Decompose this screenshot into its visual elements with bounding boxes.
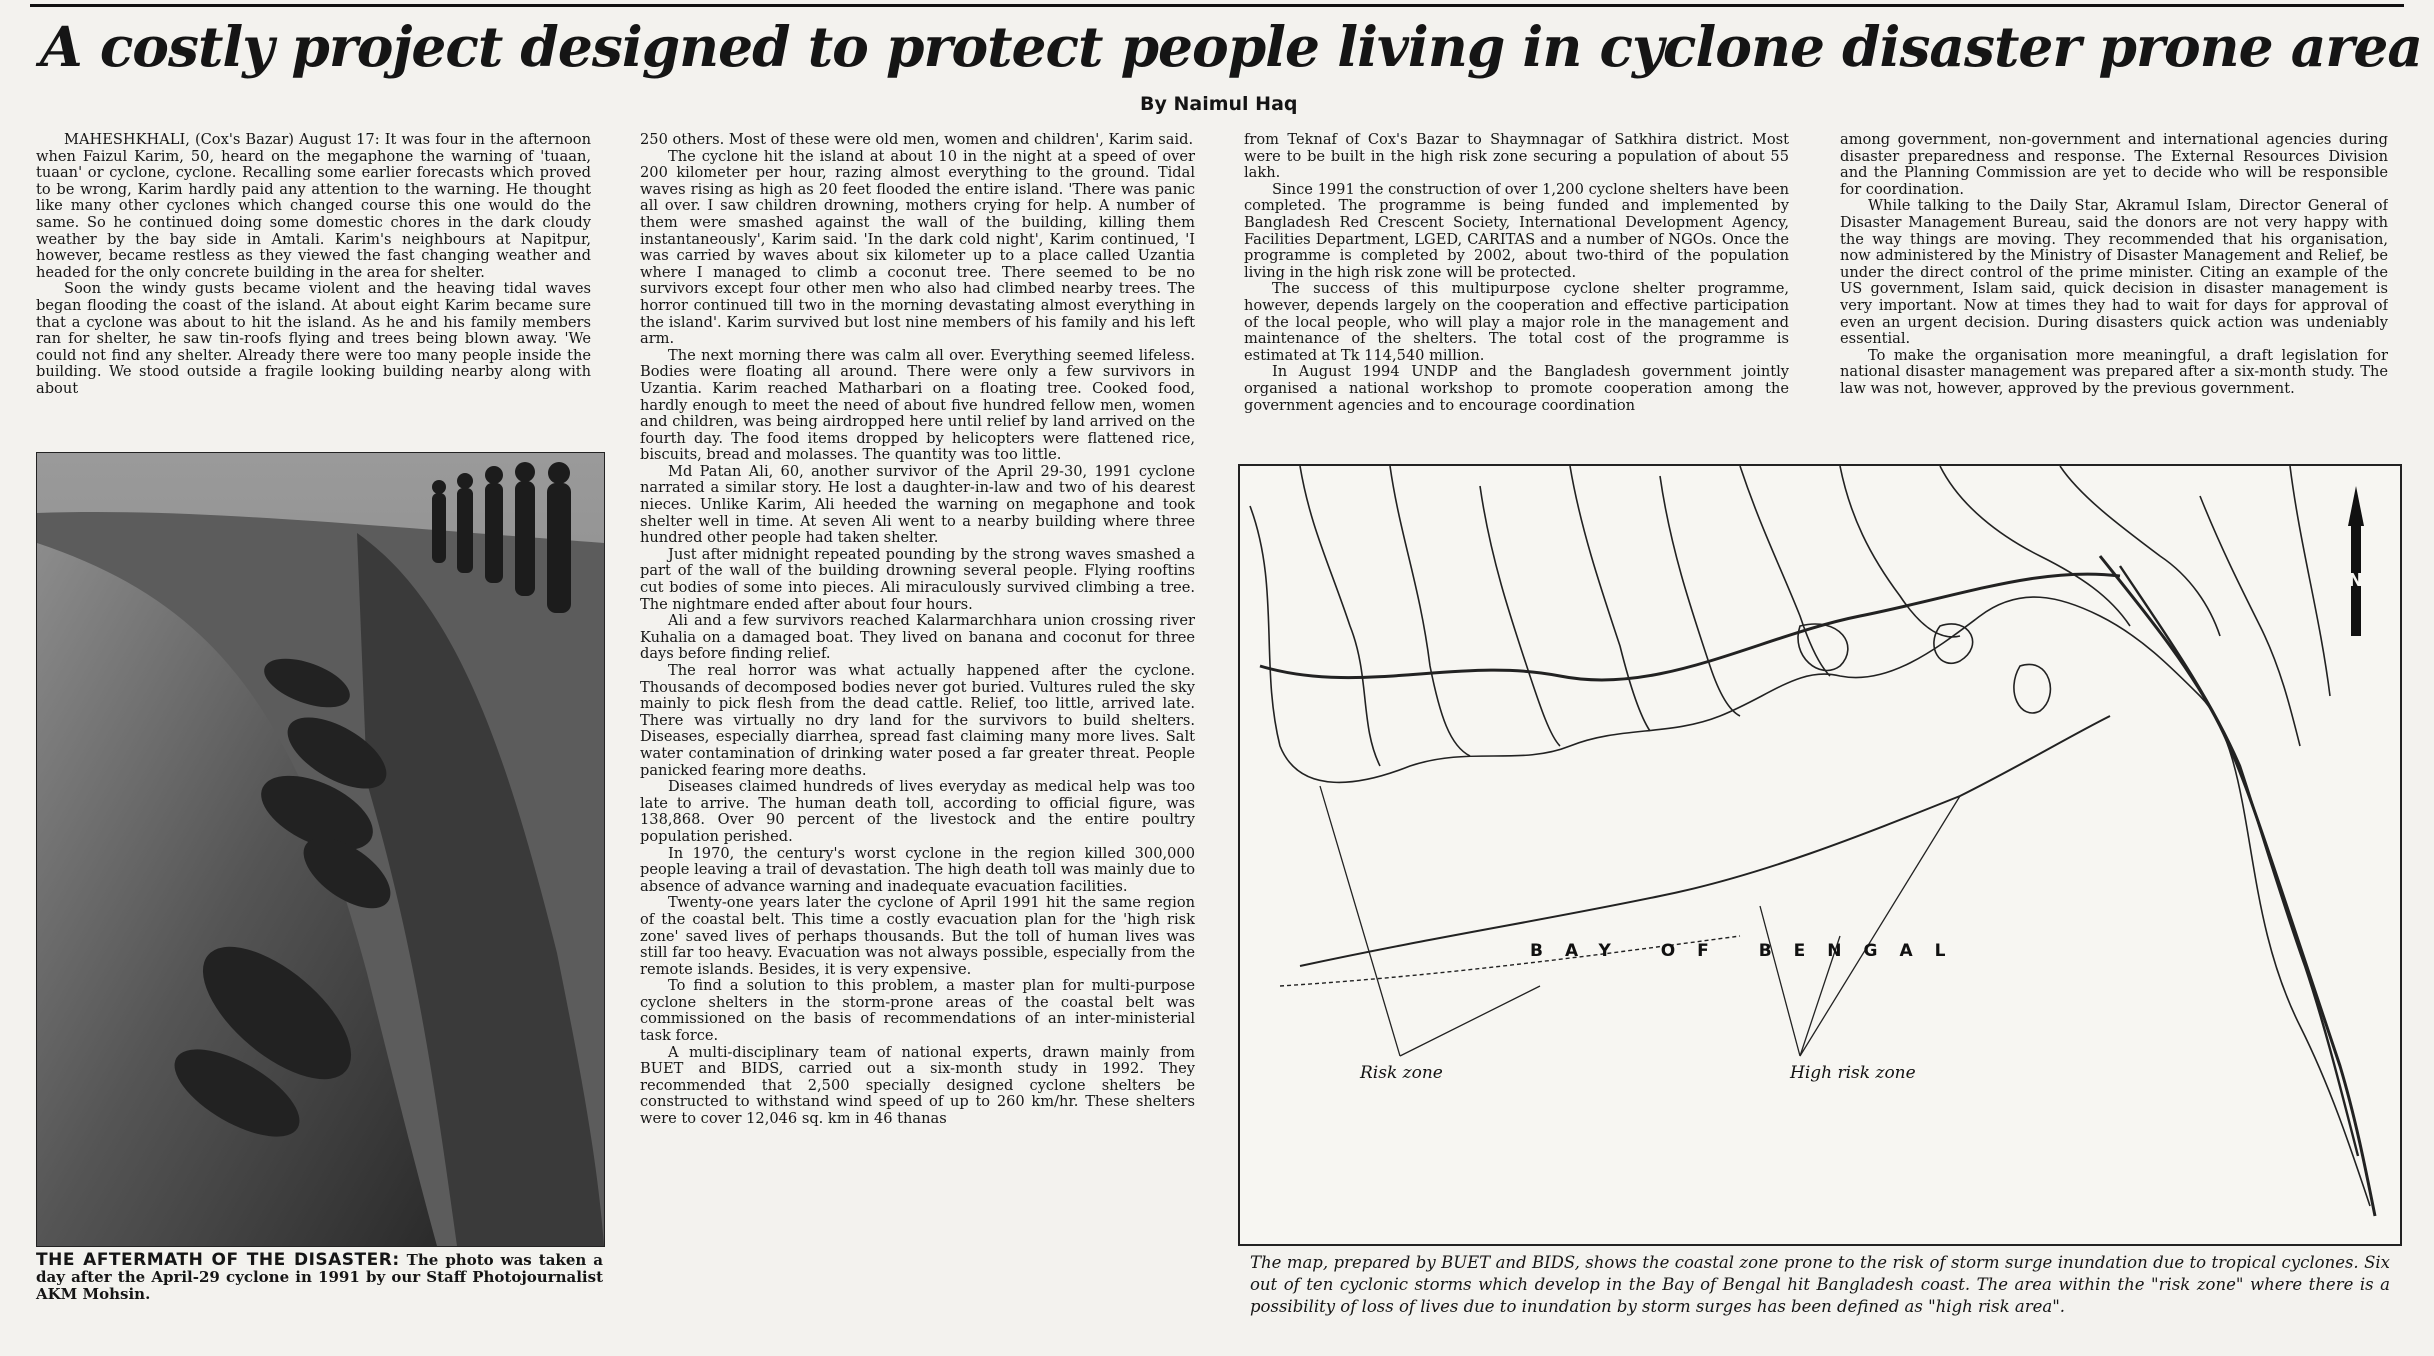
article-column-2 (640, 132, 1195, 1312)
paragraph: To make the organisation more meaningful, a draft legislation for national disaster management was prepared after a six-month study. The law was not, however, approved by the previous government. (1840, 346, 2388, 397)
paragraph: Md Patan Ali, 60, another survivor of the April 29-30, 1991 cyclone narrated a similar story. He lost a daughter-in-law and two of his dearest nieces. Unlike Karim, Ali heeded the warning on megaphone and took shelter well in time. At seven Ali went to a nearby building where three hundred other people had taken shelter. (640, 462, 1195, 547)
paragraph: In 1970, the century's worst cyclone in the region killed 300,000 people leaving a trail of devastation. The high death toll was mainly due to absence of advance warning and inadequate evacuation facilities. (640, 844, 1195, 895)
aftermath-photo-image (37, 453, 604, 1246)
top-rule (30, 4, 2404, 7)
coastal-map-drawing (1240, 466, 2400, 1244)
byline: By Naimul Haq (1140, 93, 1298, 115)
risk-zone-label: Risk zone (1360, 1063, 1443, 1083)
paragraph: MAHESHKHALI, (Cox's Bazar) August 17: It was four in the afternoon when Faizul Karim, 50, heard on the megaphone the warning of 'tuaan, tuaan' or cyclone, cyclone. Recalling some earlier forecasts which proved to be wrong, Karim hardly paid any attention to the warning. He thought like many other cyclones which changed course this one would do the same. So he continued doing some domestic chores in the dark cloudy weather by the bay side in Amtali. Karim's neighbours at Napitpur, however, became restless as they viewed the fast changing weather and headed for the only concrete building in the area for shelter. (36, 132, 591, 281)
paragraph: The cyclone hit the island at about 10 in the night at a speed of over 200 kilometer per hour, razing almost everything to the ground. Tidal waves rising as high as 20 feet flooded the entire island. 'There was panic all over. I saw children drowning, mothers crying for help. A number of them were smashed against the wall of the building, killing them instantaneously', Karim said. 'In the dark cold night', Karim continued, 'I was carried by waves about six kilometer up to a place called Uzantia where I managed to climb a coconut tree. There seemed to be no survivors except four other men who also had climbed nearby trees. The horror continued till two in the morning devastating almost everything in the island'. Karim survived but lost nine members of his family and his left arm. (640, 147, 1195, 348)
article-column-4 (1840, 132, 2388, 450)
paragraph: A multi-disciplinary team of national experts, drawn mainly from BUET and BIDS, carried out a six-month study in 1992. They recommended that 2,500 specially designed cyclone shelters be constructed to withstand wind speed of up to 260 km/hr. These shelters were to cover 12,046 sq. km in 46 thanas (640, 1043, 1195, 1128)
paragraph: 250 others. Most of these were old men, women and children', Karim said. (640, 132, 1194, 148)
paragraph: Diseases claimed hundreds of lives everyday as medical help was too late to arrive. The human death toll, according to official figure, was 138,868. Over 90 percent of the livestock and the entire poultry population perished. (640, 778, 1195, 845)
paragraph: In August 1994 UNDP and the Bangladesh government jointly organised a national workshop to promote cooperation among the government agencies and to encourage coordination (1244, 363, 1789, 414)
paragraph: Soon the windy gusts became violent and the heaving tidal waves began flooding the coast of the island. At about eight Karim became sure that a cyclone was about to hit the island. As he and his family members ran for shelter, he saw tin-roofs flying and trees being blown away. 'We could not find any shelter. Already there were too many people inside the building. We stood outside a fragile looking building nearby along with about (36, 280, 591, 397)
photo-caption-lead: THE AFTERMATH OF THE DISASTER: (36, 1250, 400, 1270)
aftermath-photo (36, 452, 605, 1247)
north-arrow (2348, 486, 2364, 636)
paragraph: While talking to the Daily Star, Akramul Islam, Director General of Disaster Management Bureau, said the donors are not very happy with the way things are moving. They recommended that his organisation, now administered by the Ministry of Disaster Management and Relief, be under the direct control of the prime minister. Citing an example of the US government, Islam said, quick decision in disaster management is very important. Now at times they had to wait for days for approval of even an urgent decision. During disasters quick action was undeniably essential. (1840, 197, 2388, 348)
paragraph: To find a solution to this problem, a master plan for multi-purpose cyclone shelters in the storm-prone areas of the coastal belt was commissioned on the basis of recommendations of an inter-ministerial task force. (640, 977, 1195, 1045)
paragraph: Just after midnight repeated pounding by the strong waves smashed a part of the wall of the building drowning several people. Flying rooftins cut bodies of some into pieces. Ali miraculously survived climbing a tree. The nightmare ended after about four hours. (640, 545, 1195, 613)
high-risk-zone-label: High risk zone (1790, 1063, 1916, 1083)
coastal-risk-map (1238, 464, 2402, 1246)
north-label: N (2348, 570, 2364, 591)
paragraph: Since 1991 the construction of over 1,200 cyclone shelters have been completed. The programme is being funded and implemented by Bangladesh Red Crescent Society, International Development Agency, Facilities Department, LGED, CARITAS and a number of NGOs. Once the programme is completed by 2002, about two-third of the population living in the high risk zone will be protected. (1244, 180, 1789, 281)
paragraph: Ali and a few survivors reached Kalarmarchhara union crossing river Kuhalia on a damaged boat. They lived on banana and coconut for three days before finding relief. (640, 612, 1195, 663)
map-caption: The map, prepared by BUET and BIDS, shows the coastal zone prone to the risk of storm surge inundation due to tropical cyclones. Six out of ten cyclonic storms which develop in the Bay of Bengal hit Bangladesh coast. The area within the "risk zone" where there is a possibility of loss of lives due to inundation by storm surges has been defined as "high risk area". (1250, 1253, 2390, 1316)
photo-caption (36, 1252, 603, 1303)
article-column-3 (1244, 132, 1789, 450)
paragraph: The real horror was what actually happened after the cyclone. Thousands of decomposed bodies never got buried. Vultures ruled the sky mainly to pick flesh from the dead cattle. Relief, too little, arrived late. There was virtually no dry land for the survivors to build shelters. Diseases, especially diarrhea, spread fast claiming many more lives. Salt water contamination of drinking water posed a far greater threat. People panicked fearing more deaths. (640, 662, 1195, 779)
photo-caption-text: The photo was taken a day after the April-29 cyclone in 1991 by our Staff Photojournalist AKM Mohsin. (36, 1251, 604, 1303)
article-column-1 (36, 132, 591, 446)
bay-of-bengal-label: BAY OF BENGAL (1530, 941, 1968, 961)
headline: A costly project designed to protect people living in cyclone disaster prone area (40, 14, 2423, 79)
paragraph: The success of this multipurpose cyclone shelter programme, however, depends largely on the cooperation and effective participation of the local people, who will play a major role in the management and maintenance of the shelters. The total cost of the programme is estimated at Tk 114,540 million. (1244, 280, 1789, 364)
paragraph: from Teknaf of Cox's Bazar to Shaymnagar of Satkhira district. Most were to be built in the high risk zone securing a population of about 55 lakh. (1244, 132, 1789, 182)
paragraph: among government, non-government and international agencies during disaster preparedness and response. The External Resources Division and the Planning Commission are yet to decide who will be responsible for coordination. (1840, 132, 2388, 198)
paragraph: Twenty-one years later the cyclone of April 1991 hit the same region of the coastal belt. This time a costly evacuation plan for the 'high risk zone' saved lives of perhaps thousands. But the toll of human lives was still far too heavy. Evacuation was not always possible, especially from the remote islands. Besides, it is very expensive. (640, 894, 1195, 978)
paragraph: The next morning there was calm all over. Everything seemed lifeless. Bodies were floating all around. There were only a few survivors in Uzantia. Karim reached Matharbari on a floating tree. Cooked food, hardly enough to meet the need of about five hundred fellow men, women and children, was being airdropped here until relief by land arrived on the fourth day. The food items dropped by helicopters were flattened rice, biscuits, bread and molasses. The quantity was too little. (640, 346, 1195, 464)
